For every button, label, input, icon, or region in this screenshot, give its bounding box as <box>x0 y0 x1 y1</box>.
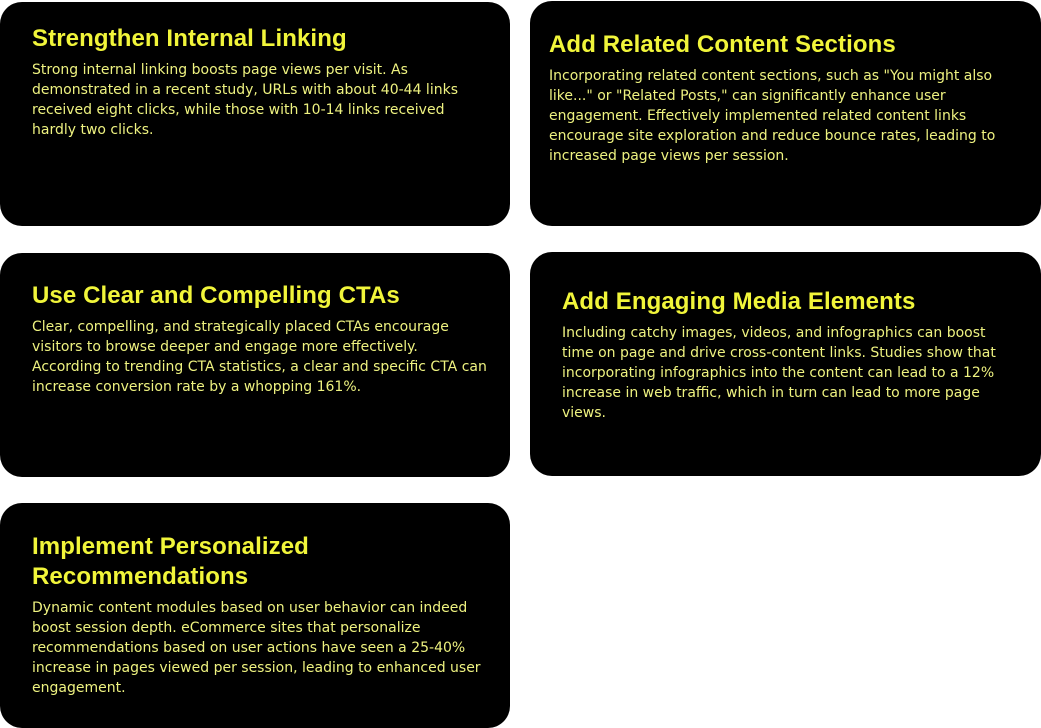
card-body: Including catchy images, videos, and infographics can boost time on page and drive cross-content links. Studies show that incorporating infographics into the content can lead to a 12% increase in web traffic, which in turn can lead to more page views. <box>562 325 996 421</box>
card-title: Strengthen Internal Linking <box>32 25 347 52</box>
card-strengthen-internal-linking <box>0 2 510 226</box>
card-add-related-content-sections <box>530 1 1041 226</box>
card-title: Add Engaging Media Elements <box>562 288 916 315</box>
card-title: Implement Personalized Recommendations <box>32 533 309 590</box>
card-body: Clear, compelling, and strategically placed CTAs encourage visitors to browse deeper and engage more effectively. According to trending CTA statistics, a clear and specific CTA can increase conversion rate by a whopping 161%. <box>32 319 487 395</box>
card-personalized-recommendations <box>0 503 510 728</box>
card-add-engaging-media <box>530 252 1041 476</box>
card-body: Dynamic content modules based on user behavior can indeed boost session depth. eCommerce sites that personalize recommendations based on user actions have seen a 25-40% increase in pages viewed per session, leading to enhanced user engagement. <box>32 600 481 696</box>
card-body: Strong internal linking boosts page views per visit. As demonstrated in a recent study, URLs with about 40-44 links received eight clicks, while those with 10-14 links received hardly two clicks. <box>32 62 458 138</box>
card-title: Use Clear and Compelling CTAs <box>32 282 400 309</box>
card-title: Add Related Content Sections <box>549 31 896 58</box>
card-body: Incorporating related content sections, such as "You might also like..." or "Related Posts," can significantly enhance user engagement. Effectively implemented related content links encourage site exploration and reduce bounce rates, leading to increased page views per session. <box>549 68 996 164</box>
card-use-clear-ctas <box>0 253 510 477</box>
